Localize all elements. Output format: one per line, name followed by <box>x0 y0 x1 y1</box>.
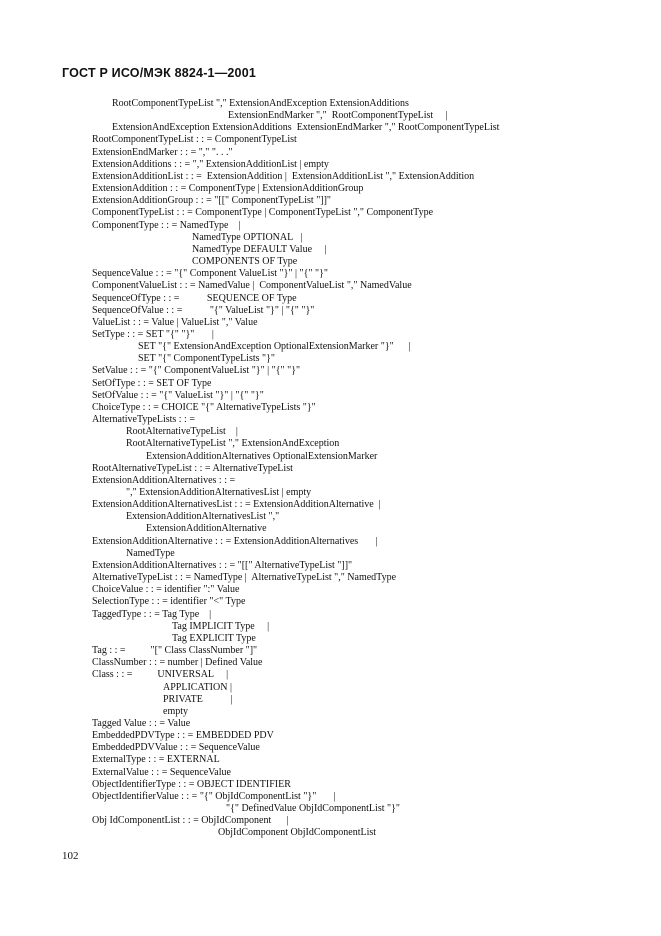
grammar-line: ExternalValue : : = SequenceValue <box>92 766 231 778</box>
page-header-title: ГОСТ Р ИСО/МЭК 8824-1—2001 <box>62 66 257 80</box>
grammar-line: ClassNumber : : = number | Defined Value <box>92 657 263 669</box>
grammar-line: AlternativeTypeLists : : = <box>92 414 195 426</box>
grammar-line: ExtensionAndException ExtensionAdditions ExtensionEndMarker "," RootComponentTypeList <box>112 122 500 134</box>
grammar-line: ExtensionAddition : : = ComponentType | ExtensionAdditionGroup <box>92 183 364 195</box>
grammar-line: RootAlternativeTypeList | <box>126 426 238 438</box>
grammar-line: APPLICATION | <box>163 681 232 693</box>
grammar-line: ComponentTypeList : : = ComponentType | ComponentTypeList "," ComponentType <box>92 207 434 219</box>
grammar-line: SET "{" ComponentTypeLists "}" <box>138 353 275 365</box>
grammar-rules-block <box>0 98 661 840</box>
grammar-line: empty <box>163 705 188 717</box>
grammar-line: EmbeddedPDVType : : = EMBEDDED PDV <box>92 730 274 742</box>
grammar-line: SetOfValue : : = "{" ValueList "}" | "{" "}" <box>92 389 264 401</box>
grammar-line: Class : : = UNIVERSAL | <box>92 669 229 681</box>
grammar-line: EmbeddedPDVValue : : = SequenceValue <box>92 742 260 754</box>
grammar-line: Tag IMPLICIT Type | <box>172 620 270 632</box>
grammar-line: NamedType OPTIONAL | <box>192 231 303 243</box>
grammar-line: AlternativeTypeList : : = NamedType | AlternativeTypeList "," NamedType <box>92 572 397 584</box>
grammar-line: ExtensionAdditionAlternatives : : = "[[" AlternativeTypeList "]]" <box>92 559 353 571</box>
grammar-line: COMPONENTS OF Type <box>192 256 298 268</box>
grammar-line: ExternalType : : = EXTERNAL <box>92 754 220 766</box>
grammar-line: ObjectIdentifierValue : : = "{" ObjIdComponentList "}" | <box>92 790 336 802</box>
grammar-line: SET "{" ExtensionAndException OptionalExtensionMarker "}" | <box>138 341 411 353</box>
grammar-line: SequenceOfValue : : = "{" ValueList "}" | "{" "}" <box>92 304 315 316</box>
grammar-line: RootComponentTypeList "," ExtensionAndException ExtensionAdditions <box>112 98 409 109</box>
grammar-line: ExtensionAdditionAlternative : : = ExtensionAdditionAlternatives | <box>92 535 378 547</box>
grammar-line: Tagged Value : : = Value <box>92 717 191 729</box>
grammar-line: SequenceOfType : : = SEQUENCE OF Type <box>92 292 297 304</box>
grammar-line: ExtensionAdditionAlternative <box>146 523 267 535</box>
grammar-line: RootAlternativeTypeList : : = AlternativeTypeList <box>92 462 293 474</box>
grammar-line: ExtensionAdditionAlternatives OptionalExtensionMarker <box>146 450 378 462</box>
grammar-line: TaggedType : : = Tag Type | <box>92 608 212 620</box>
grammar-line: ExtensionAdditionAlternativesList "," <box>126 511 280 523</box>
grammar-line: ObjectIdentifierType : : = OBJECT IDENTIFIER <box>92 778 291 790</box>
grammar-line: ComponentType : : = NamedType | <box>92 219 241 231</box>
grammar-line: SetOfType : : = SET OF Type <box>92 377 212 389</box>
grammar-line: SelectionType : : = identifier "<" Type <box>92 596 246 608</box>
grammar-line: NamedType DEFAULT Value | <box>192 243 327 255</box>
grammar-line: ExtensionAdditionList : : = ExtensionAddition | ExtensionAdditionList "," ExtensionAddition <box>92 170 475 182</box>
grammar-line: RootComponentTypeList : : = ComponentTypeList <box>92 134 297 146</box>
grammar-line: ValueList : : = Value | ValueList "," Value <box>92 316 258 328</box>
grammar-line: ObjIdComponent ObjIdComponentList <box>218 827 377 839</box>
grammar-line: SequenceValue : : = "{" Component ValueList "}" | "{" "}" <box>92 268 328 280</box>
grammar-line: "{" DefinedValue ObjIdComponentList "}" <box>226 803 400 815</box>
grammar-line: ChoiceValue : : = identifier ":" Value <box>92 584 240 596</box>
grammar-line: Tag : : = "[" Class ClassNumber "]" <box>92 645 258 657</box>
grammar-line: ExtensionAdditionAlternatives : : = <box>92 474 236 486</box>
grammar-line: ComponentValueList : : = NamedValue | ComponentValueList "," NamedValue <box>92 280 412 292</box>
grammar-line: Obj IdComponentList : : = ObjIdComponent | <box>92 815 289 827</box>
grammar-line: SetValue : : = "{" ComponentValueList "}" | "{" "}" <box>92 365 301 377</box>
grammar-line: Tag EXPLICIT Type <box>172 632 256 644</box>
grammar-line: ExtensionAdditions : : = "," ExtensionAdditionList | empty <box>92 158 329 170</box>
grammar-line: "," ExtensionAdditionAlternativesList | empty <box>126 487 312 498</box>
grammar-line: RootAlternativeTypeList "," ExtensionAndException <box>126 438 340 450</box>
grammar-line: ExtensionEndMarker "," RootComponentTypeList | <box>228 110 448 122</box>
grammar-line: SetType : : = SET "{" "}" | <box>92 328 214 340</box>
grammar-line: PRIVATE | <box>163 693 233 705</box>
page-number: 102 <box>62 850 79 862</box>
grammar-line: ChoiceType : : = CHOICE "{" AlternativeTypeLists "}" <box>92 401 316 413</box>
grammar-line: NamedType <box>126 547 175 559</box>
grammar-line: ExtensionEndMarker : : = "," ". . ." <box>92 146 233 158</box>
grammar-line: ExtensionAdditionAlternativesList : : = ExtensionAdditionAlternative | <box>92 499 381 511</box>
grammar-line: ExtensionAdditionGroup : : = "[[" ComponentTypeList "]]" <box>92 195 332 207</box>
